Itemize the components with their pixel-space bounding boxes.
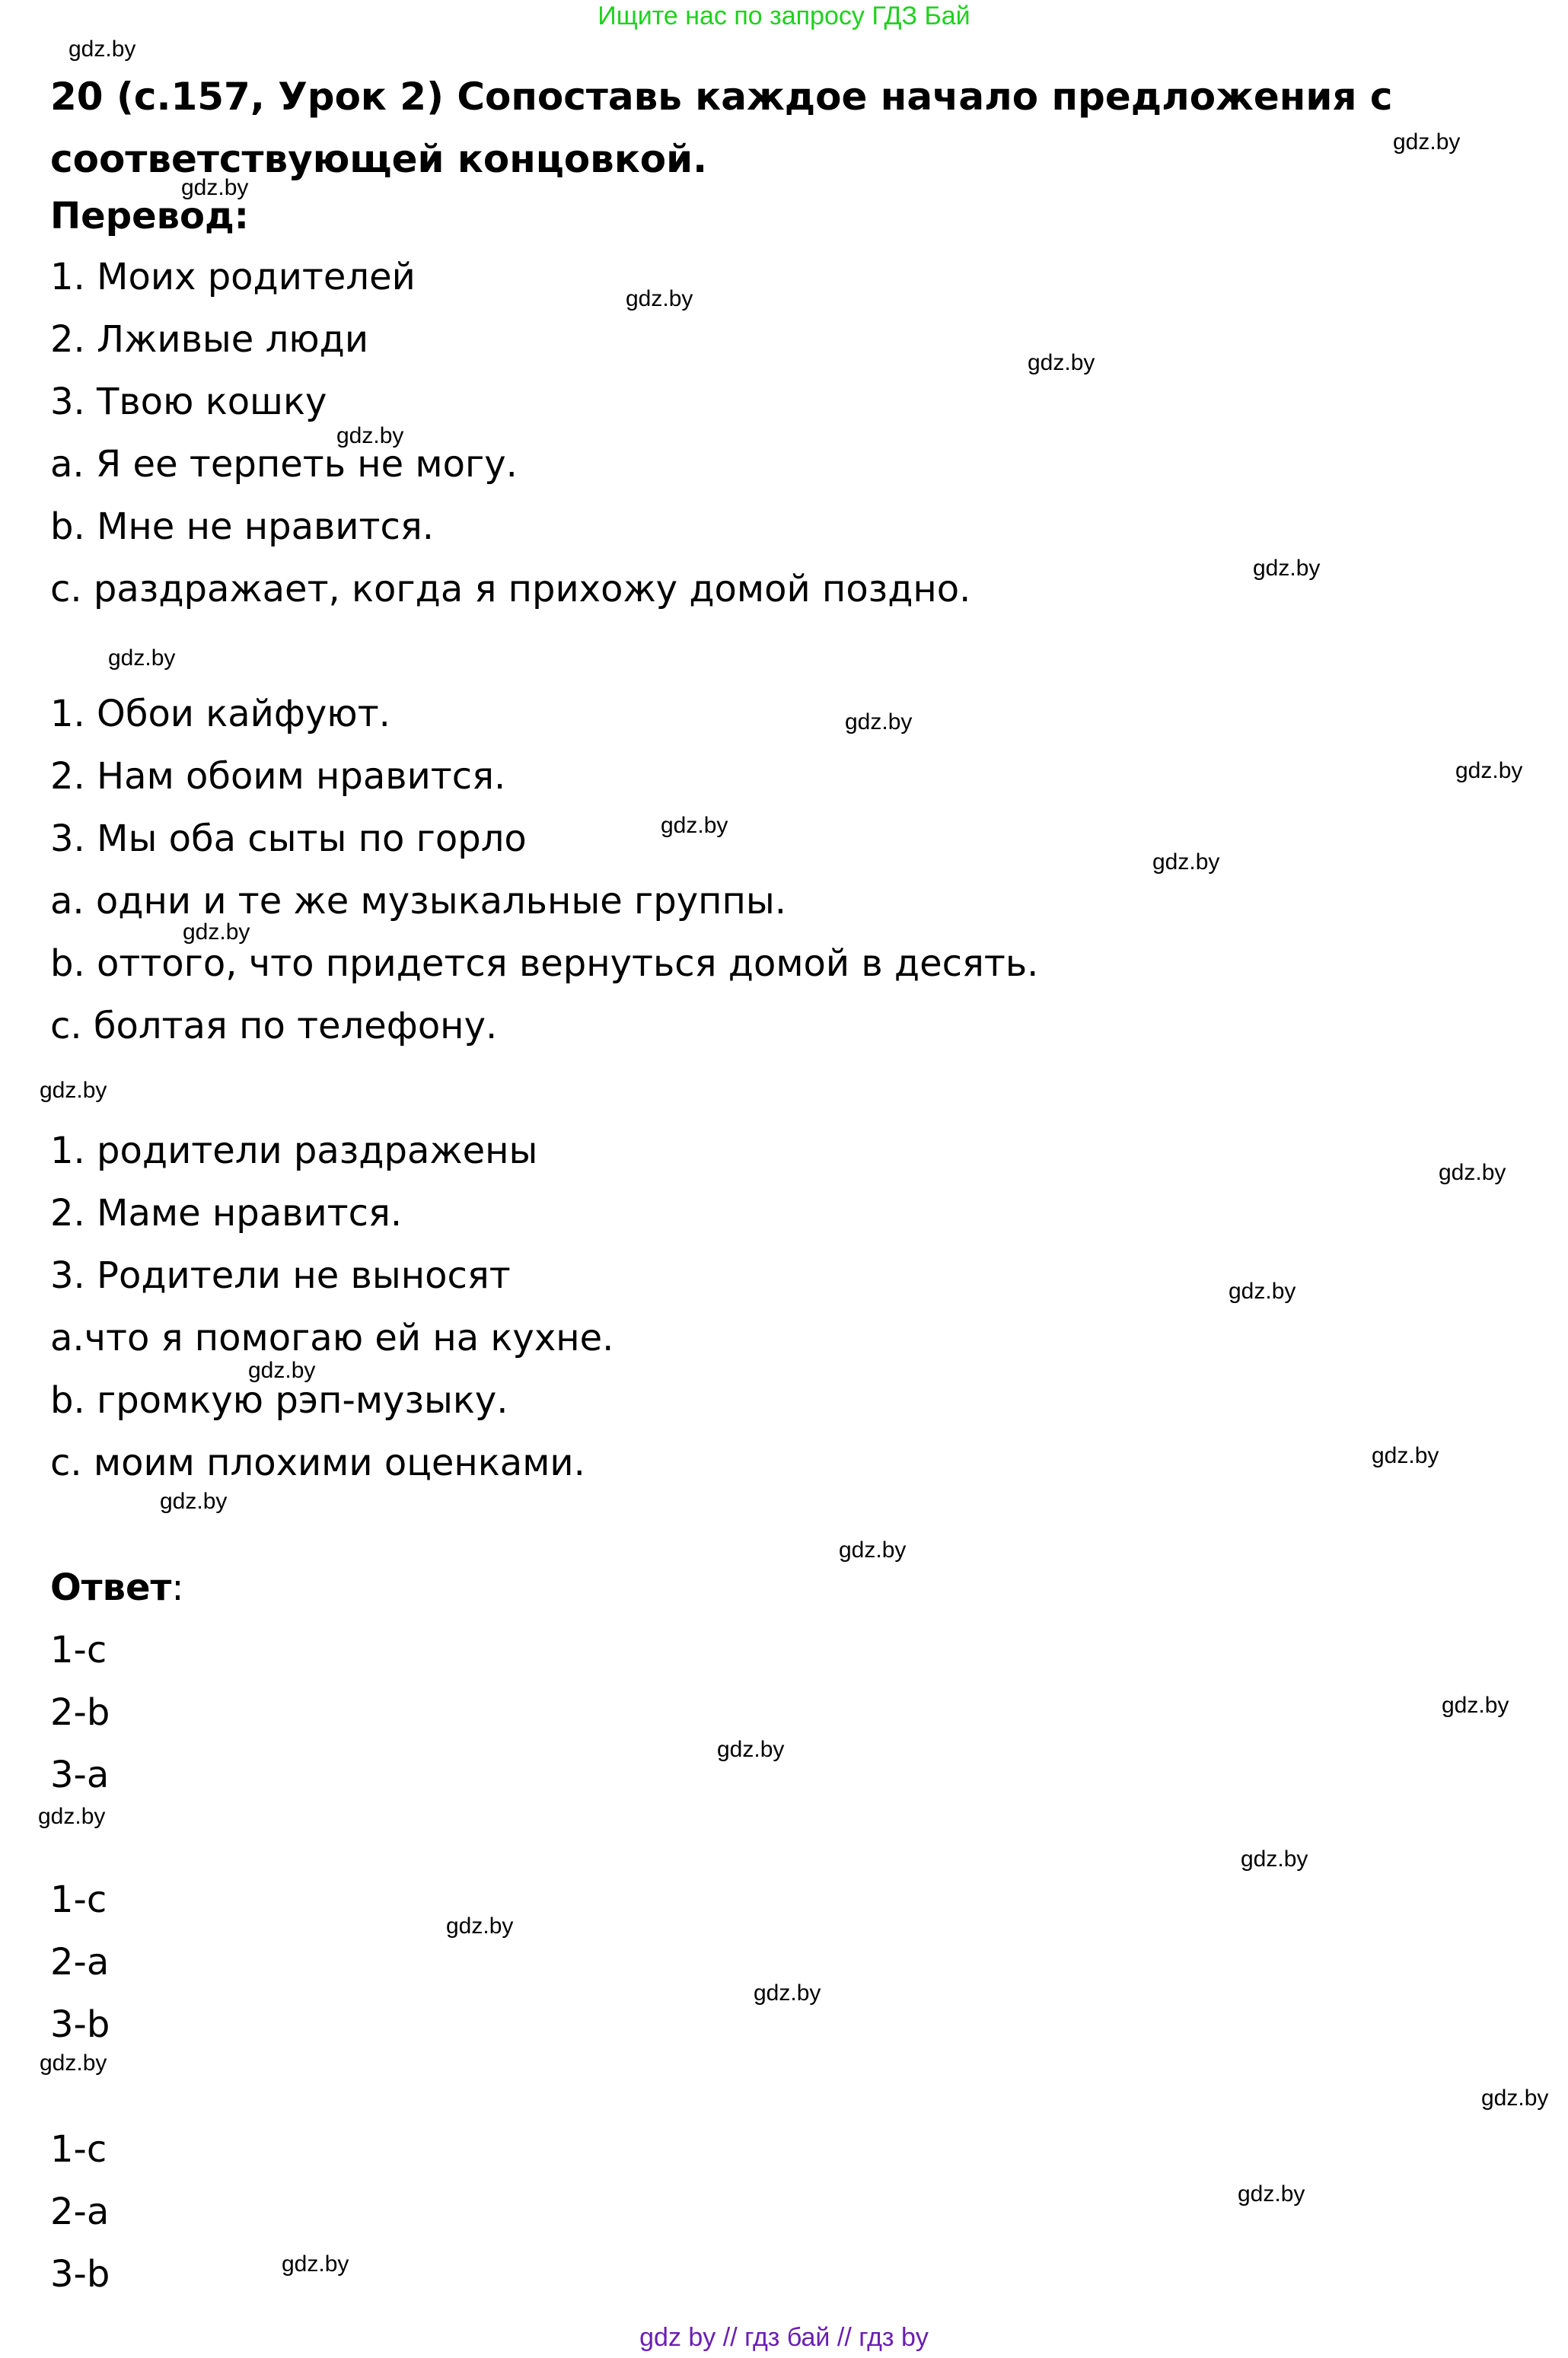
watermark: gdz.by — [446, 1913, 514, 1939]
watermark: gdz.by — [1028, 350, 1095, 375]
watermark: gdz.by — [1439, 1160, 1506, 1185]
translation-line: 1. Обои кайфуют. — [50, 693, 390, 735]
answer-heading-label: Ответ — [50, 1566, 172, 1609]
translation-line: c. раздражает, когда я прихожу домой поздно. — [50, 568, 971, 610]
watermark: gdz.by — [108, 645, 176, 671]
answer-heading-colon: : — [171, 1566, 184, 1609]
watermark: gdz.by — [1481, 2086, 1549, 2111]
watermark: gdz.by — [1372, 1443, 1439, 1468]
answer-line: 1-c — [50, 2128, 107, 2171]
translation-line: b. оттого, что придется вернуться домой в десять. — [50, 942, 1039, 985]
answer-line: 1-c — [50, 1629, 107, 1671]
translation-line: a. одни и те же музыкальные группы. — [50, 880, 787, 922]
translation-line: 3. Мы оба сыты по горло — [50, 817, 527, 860]
translation-line: 2. Лживые люди — [50, 318, 369, 361]
watermark: gdz.by — [1442, 1693, 1509, 1718]
answer-line: 1-c — [50, 1878, 107, 1921]
answer-line: 3-b — [50, 2003, 110, 2046]
watermark: gdz.by — [626, 286, 693, 311]
watermark: gdz.by — [38, 1804, 106, 1829]
watermark: gdz.by — [717, 1737, 785, 1762]
answer-line: 3-a — [50, 1754, 110, 1796]
watermark: gdz.by — [282, 2251, 349, 2277]
translation-line: 2. Маме нравится. — [50, 1192, 403, 1235]
translation-line: 3. Родители не выносят — [50, 1254, 511, 1297]
translation-heading: Перевод: — [50, 195, 249, 237]
watermark: gdz.by — [839, 1537, 907, 1563]
watermark: gdz.by — [336, 423, 404, 448]
watermark: gdz.by — [40, 2051, 107, 2076]
translation-line: 2. Нам обоим нравится. — [50, 755, 506, 798]
watermark: gdz.by — [69, 37, 136, 62]
watermark: gdz.by — [1152, 849, 1220, 875]
task-title: 20 (с.157, Урок 2) Сопоставь каждое начало предложения с соответствующей концовкой. — [50, 75, 1393, 181]
translation-line: c. болтая по телефону. — [50, 1005, 498, 1047]
answer-line: 2-a — [50, 2191, 110, 2233]
top-banner[interactable]: Ищите нас по запросу ГДЗ Бай — [598, 2, 970, 30]
watermark: gdz.by — [1393, 129, 1461, 155]
answer-line: 3-b — [50, 2253, 110, 2296]
watermark: gdz.by — [40, 1078, 107, 1103]
translation-line: b. громкую рэп-музыку. — [50, 1379, 508, 1422]
translation-line: a. Я ее терпеть не могу. — [50, 443, 518, 486]
translation-line: a.что я помогаю ей на кухне. — [50, 1317, 614, 1359]
watermark: gdz.by — [160, 1489, 228, 1514]
translation-line: b. Мне не нравится. — [50, 505, 434, 548]
watermark: gdz.by — [1241, 1847, 1308, 1872]
watermark: gdz.by — [845, 709, 913, 734]
watermark: gdz.by — [248, 1358, 316, 1383]
translation-line: 1. родители раздражены — [50, 1130, 538, 1172]
translation-line: 1. Моих родителей — [50, 256, 416, 298]
translation-line: c. моим плохими оценками. — [50, 1442, 585, 1484]
watermark: gdz.by — [661, 813, 728, 838]
translation-line: 3. Твою кошку — [50, 381, 327, 423]
watermark: gdz.by — [183, 919, 250, 945]
answer-heading — [50, 1566, 184, 1609]
answer-line: 2-b — [50, 1691, 110, 1734]
watermark: gdz.by — [1455, 758, 1523, 783]
watermark: gdz.by — [181, 175, 249, 200]
watermark: gdz.by — [1253, 556, 1321, 581]
watermark: gdz.by — [754, 1980, 821, 2006]
watermark: gdz.by — [1238, 2181, 1305, 2207]
watermark: gdz.by — [1229, 1279, 1296, 1304]
footer-links[interactable]: gdz by // гдз бай // гдз by — [639, 2323, 929, 2352]
answer-line: 2-a — [50, 1941, 110, 1984]
